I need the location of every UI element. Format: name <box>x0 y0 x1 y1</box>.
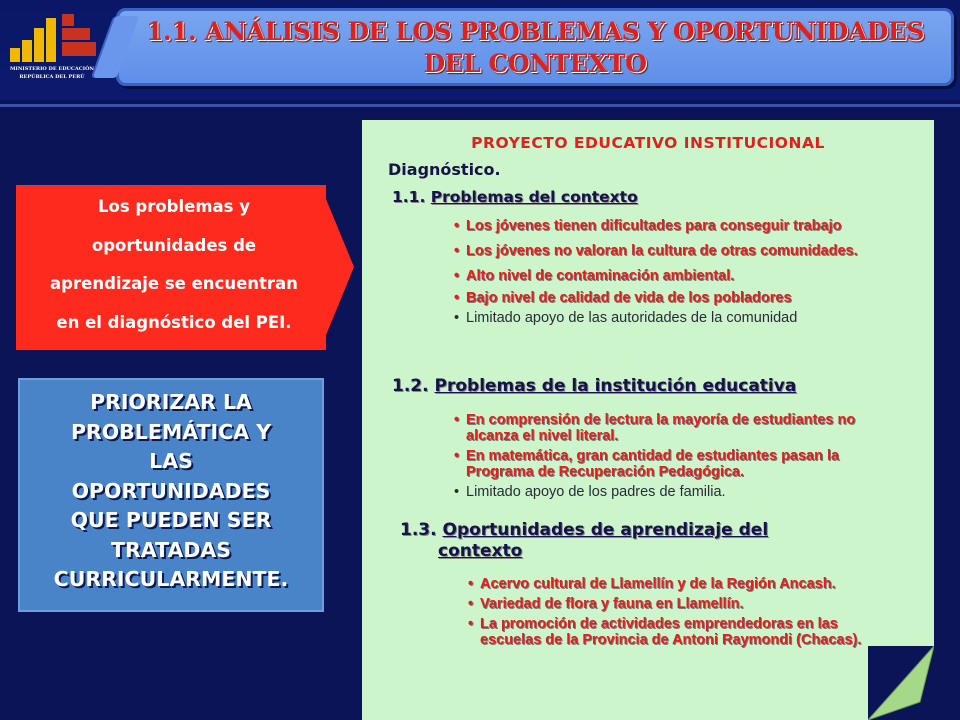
priority-line: PROBLEMÁTICA Y <box>70 419 272 444</box>
section-title: Oportunidades de aprendizaje del <box>442 520 769 540</box>
logo-bar <box>46 18 56 62</box>
priority-line: CURRICULARMENTE. <box>53 567 289 591</box>
priority-text <box>20 388 322 595</box>
list-item: • En matemática, gran cantidad de estudiantes pasan la Programa de Recuperación Pedagógica. <box>454 448 904 480</box>
logo-bar <box>34 28 44 62</box>
red-line: Los problemas y <box>97 197 250 216</box>
list-item: • Limitado apoyo de los padres de familia. <box>454 484 904 500</box>
section-number: 1.3. <box>400 520 437 540</box>
priority-line: QUE PUEDEN SER <box>70 508 272 532</box>
list-item: • Los jóvenes no valoran la cultura de otras comunidades. <box>454 240 894 262</box>
logo-caption-2: REPÚBLICA DEL PERÚ <box>19 74 85 80</box>
section-1-3-heading <box>400 520 768 562</box>
list-item: • Variedad de flora y fauna en Llamellín. <box>468 596 898 612</box>
diagnosis-note <box>362 120 934 720</box>
logo-block <box>62 14 74 26</box>
section-title: Problemas del contexto <box>430 188 638 206</box>
priority-line: TRATADAS <box>111 537 231 562</box>
list-item: • Acervo cultural de Llamellín y de la Región Ancash. <box>468 576 898 592</box>
page-title <box>116 16 954 80</box>
ministry-logo <box>8 12 96 92</box>
diagnosis-label: Diagnóstico. <box>388 160 501 179</box>
section-1-3-list <box>468 576 898 648</box>
section-1-1-heading <box>392 188 638 206</box>
logo-block <box>62 42 96 56</box>
title-banner <box>116 8 954 86</box>
red-line: aprendizaje se encuentran <box>50 274 298 293</box>
logo-bar <box>22 40 32 62</box>
list-item: • Bajo nivel de calidad de vida de los pobladores <box>454 290 894 306</box>
list-item: • Alto nivel de contaminación ambiental. <box>454 268 894 284</box>
page-curl <box>868 646 934 720</box>
list-item: • La promoción de actividades emprendedoras en las escuelas de la Provincia de Antoni Raymondi (Chacas). <box>468 616 898 648</box>
priority-line: LAS <box>149 449 193 473</box>
priority-line: OPORTUNIDADES <box>71 478 271 503</box>
title-line-2: DEL CONTEXTO <box>423 49 647 78</box>
section-title: Problemas de la institución educativa <box>434 376 797 396</box>
logo-block <box>62 28 90 40</box>
red-callout-text <box>24 188 324 342</box>
logo-bar <box>10 48 20 62</box>
red-line: en el diagnóstico del PEI. <box>56 312 292 332</box>
red-line: oportunidades de <box>91 235 257 255</box>
pei-title: PROYECTO EDUCATIVO INSTITUCIONAL <box>471 134 825 152</box>
title-line-1: 1.1. ANÁLISIS DE LOS PROBLEMAS Y OPORTUNIDADES <box>146 17 924 46</box>
list-item: • En comprensión de lectura la mayoría de estudiantes no alcanza el nivel literal. <box>454 412 904 444</box>
priority-line: PRIORIZAR LA <box>90 390 252 414</box>
priority-box <box>18 378 324 612</box>
section-1-2-list <box>454 412 904 500</box>
section-1-2-heading <box>392 376 796 396</box>
section-number: 1.2. <box>392 376 429 396</box>
logo-caption-1: MINISTERIO DE EDUCACIÓN <box>9 66 94 72</box>
list-item: • Limitado apoyo de las autoridades de la comunidad <box>454 310 894 326</box>
header-divider <box>0 104 960 107</box>
section-number: 1.1. <box>392 188 426 206</box>
list-item: • Los jóvenes tienen dificultades para conseguir trabajo <box>454 218 894 234</box>
section-title-cont: contexto <box>438 541 523 561</box>
section-1-1-list <box>454 218 894 326</box>
